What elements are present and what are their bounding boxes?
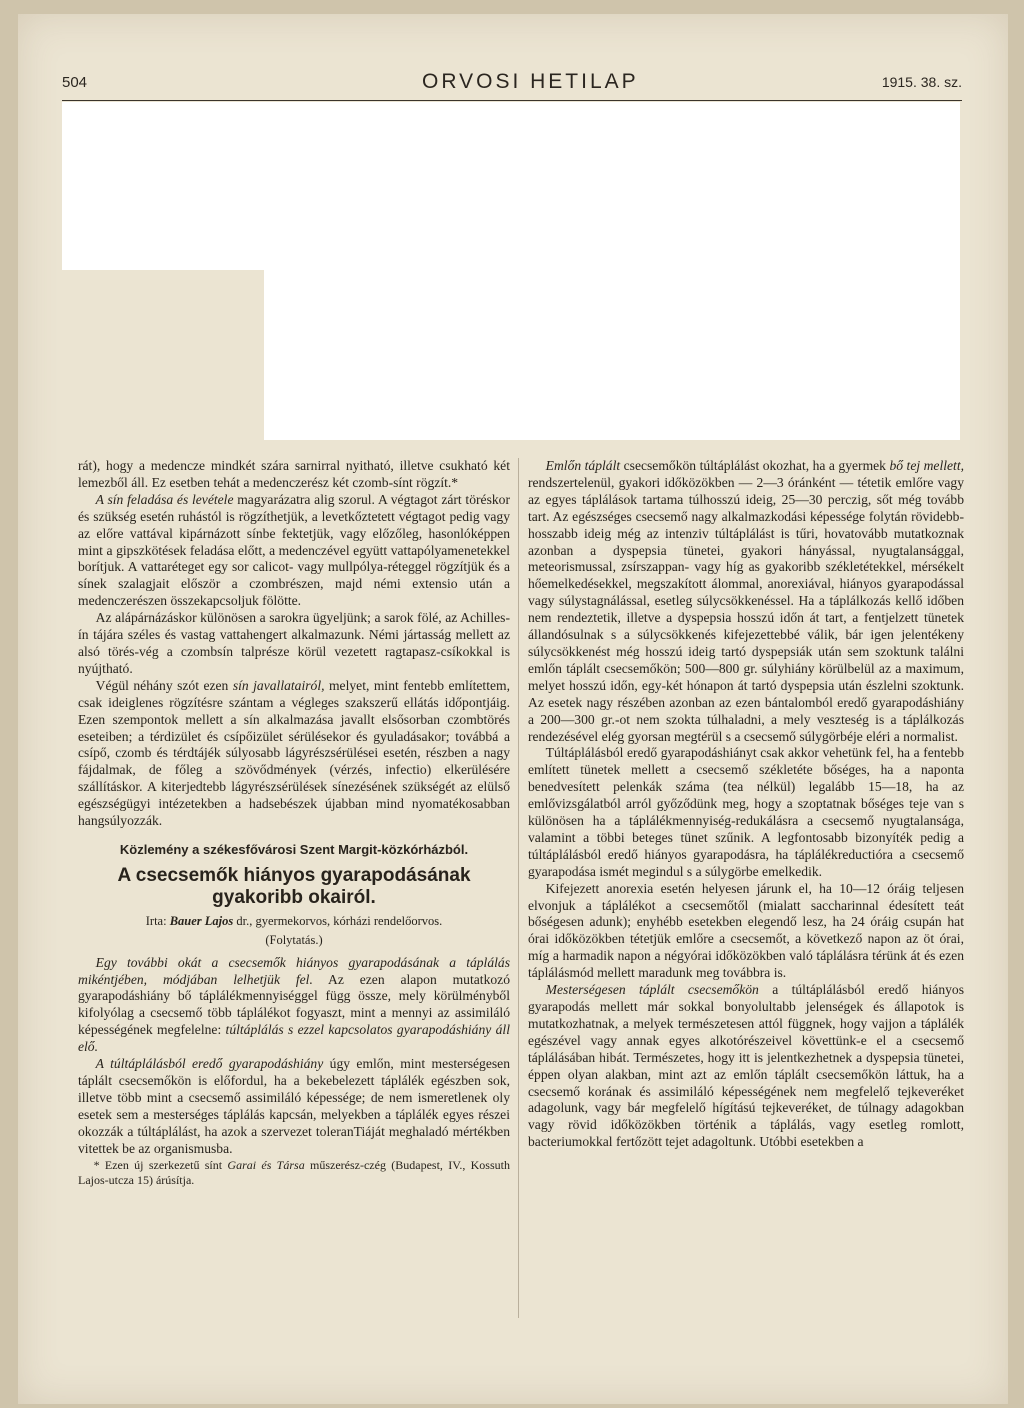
page-number: 504 [62,74,88,91]
paragraph: A sín feladása és levétele magyarázatra alig szorul. A végtagot zárt töréskor és szükség esetén ruhástól is rögzíthetjük, a levetkőztetett végtagot pedig vagy az előre vattával kipárnázott sínbe fektetjük, vagy előzőleg, hasonlóképpen mint a gipszkötések feladása előtt, a medenczével együtt vattapólyamenetekkel borítjuk. A vattaréteget egy sor calicot- vagy mullpólya-réteggel rögzítjük és a sínek szalagjait először a czombrészen, majd némi extensio után a medenczerészen összekapcsoljuk fölötte. [78,491,510,609]
issue-number: 1915. 38. sz. [881,74,962,90]
right-column [528,458,964,1151]
section-heading: Közlemény a székesfővárosi Szent Margit-közkórházból. [119,841,469,857]
paragraph: A túltáplálásból eredő gyarapodáshiány úgy emlőn, mint mesterségesen táplált csecsemőkön is előfordul, ha a bekebelezett táplálék egészben sok, illetve több mint a csecsemő assimiláló képessége; de nem ismeretlenek oly esetek sem a mesterséges táplálás kapcsán, melyekben a táplálék egyes részei okozzák a túltáplálást, ha azok a szervezet toleranTiáját meghaladó mértékben vitettek be az organismusba. [78,1056,511,1156]
column-divider [518,458,519,1318]
paragraph: rát), hogy a medencze mindkét szára sarnirral nyitható, illetve csukható két lemezből áll. Ez esetben tehát a medenczerész két czomb-sínt rögzít.* [78,458,510,490]
continued-label: (Folytatás.) [265,932,323,947]
redacted-area-top [62,102,960,270]
paragraph: Egy további okát a csecsemők hiányos gyarapodásának a táplálás mikéntjében, módjában lelhetjük fel. Az ezen alapon mutatkozó gyarapodáshiány bő táplálékmennyiséggel függ össze, mely körülményből kifolyólag a csecsemő több táplálékot fogyaszt, mint a mennyi az assimiláló képességének megfelelne: túltáplálás s ezzel kapcsolatos gyarapodáshiány áll elő. [78,954,510,1055]
paragraph: Az alápárnázáskor különösen a sarokra ügyeljünk; a sarok fölé, az Achilles-ín tájára széles és vastag vattahengert alkalmazunk. Némi jártasság mellett az alsó törés-vég a czombsín talprésze körül vezetett ragtapasz-csíkokkal is nyújtható. [78,610,510,676]
redacted-area-middle [264,268,960,440]
article-header [78,842,510,949]
paragraph: Kifejezett anorexia esetén helyesen járunk el, ha 10—12 óráig teljesen elvonjuk a táplálékot a csecsemőtől (mialatt saccharinnal édesített teát bőségesen adunk); enyhébb esetekben elegendő lesz, ha 24 óráig csupán hat órai időközökben tétetjük emlőre a csecsemőt, a következő napon az öt órai, míg a harmadik napon a négyórai időközökben való táplálásra térünk át és ezen táplálásmód mellett maradunk meg továbbra is. [528,880,964,981]
byline: Irta: Bauer Lajos dr., gyermekorvos, kórházi rendelőorvos. [145,913,443,928]
page-header [62,66,962,106]
italic-phrase: A sín feladása és levétele [95,491,234,507]
footnote: * Ezen új szerkezetű sínt Garai és Társa műszerész-czég (Budapest, IV., Kossuth Lajos-utcza 15) árúsítja. [78,1157,510,1187]
paragraph: Túltáplálásból eredő gyarapodáshiányt csak akkor vehetünk fel, ha a fentebb említett tünetek mellett a csecsemő székletéte bőséges, ha a naponta benedvesített pelenkák száma (tea nélkül) legalább 15—18, ha az emlővizsgálatból arról győződünk meg, hogy a szoptatnak bőséges teje van s különösen ha a táplálékmennyiség-redukálásra a csecsemő nyugtalansága, valamint a többi beteges tünet szűnik. A legfontosabb bizonyíték pedig a túltáplálásból eredő hiányos gyarapodásra, ha táplálékreductióra a csecsemő gyarapodása ismét megindul s a súlygörbe emelkedik. [528,745,964,879]
author-name: Bauer Lajos [169,913,234,928]
article-title: A csecsemők hiányos gyarapodásának gyakoribb okairól. [117,864,471,908]
left-column [78,458,510,1188]
header-rule [62,100,962,101]
paragraph: Emlőn táplált csecsemőkön túltáplálást okozhat, ha a gyermek bő tej mellett, rendszertelenül, gyakori időközökben — 2—3 óránként — tétetik emlőre vagy az egyes táplálások tartama túlhosszú ideig, 25—30 perczig, sőt még tovább tart. Az egészséges csecsemő nagy alkalmazkodási képessége folytán rövidebb-hosszabb ideig még az intenziv túltáplálást is tűri, hovatovább mutatkoznak azonban a dyspepsia tünetei, gyakori hányással, nyugtalansággal, meteorismussal, zsírszappan- vagy híg as gyakoribb székletétekkel, mérsékelt hőemelkedésekkel, megszakított álommal, anorexiával, hiányos gyarapodással vagy súlystagnálással, esetleg súlycsökkenéssel. Ha a táplálkozás kellő időben nem rendeztetik, illetve a dyspepsia hosszú időn át tart, a fentjelzett tünetek állandósulnak s a súlycsökkenés kifejezettebbé válik, bár igen jelentékeny súlycsökkenést még hosszú ideig tartó dyspepsiák után sem szoktunk találni emlőn táplált csecsemőkön; 500—800 gr. súlyhiány körülbelül az a maximum, melyet hosszú időn, egy-két hónapon át tartó dyspepsia után észlelni szoktunk. Az esetek nagy részében azonban az ezen bántalomból eredő gyarapodáshiány a 200—300 gr.-ot nem szokta túlhaladni, a mely veszteség is a táplálkozás rendezésével elég gyorsan megtérül s a csecsemő súlygörbéje eléri a normalist. [528,458,964,744]
journal-title: ORVOSI HETILAP [422,70,639,93]
paragraph: Végül néhány szót ezen sín javallatairól, melyet, mint fentebb említettem, csak ideiglenes rögzítésre szántam a végleges szakszerű ellátás időpontjáig. Ezen szempontok mellett a sín alkalmazása javallt elsősorban czombtörés eseteiben; a térdizület és csípőizület sérülésekor és gyuladásakor; továbbá a csípő, czomb és térdtájék súlyosabb lágyrészsérülései esetén, részben a nagy fájdalmak, de főleg a szövődmények (vérzés, infectio) elkerülésére szállításkor. A kiterjedtebb lágyrészsérülések sínezésének szükségét az elülső egészségügyi intézetekben a hadsebészek újabban mind nyomatékosabban hangsúlyozzák. [78,677,510,829]
paragraph: Mesterségesen táplált csecsemőkön a túltáplálásból eredő hiányos gyarapodás mellett már sokkal bonyolultabb jelenségek és állapotok is mutatkozhatnak, a melyek természetesen attól függnek, hogy vajjon a táplálék egészével vagy annak egyes alkotórészeivel követtünk-e el a csecsemő táplálásában hibát. Természetes, hogy itt is jelentkezhetnek a dyspepsia tünetei, éppen olyan alakban, mint azt az emlőn táplált csecsemőkön láttuk, ha a csecsemő korának és assimiláló képességének nem megfelelő tejkeveréket adagolunk, vagy bár megfelelő hígítású tejkeveréket, de túlnagy adagokban vagy rövid időközökben történik a táplálás, vagy esetleg romlott, bacteriumokkal fertőzött tejet adagoltunk. Utóbbi esetekben a [528,982,965,1150]
